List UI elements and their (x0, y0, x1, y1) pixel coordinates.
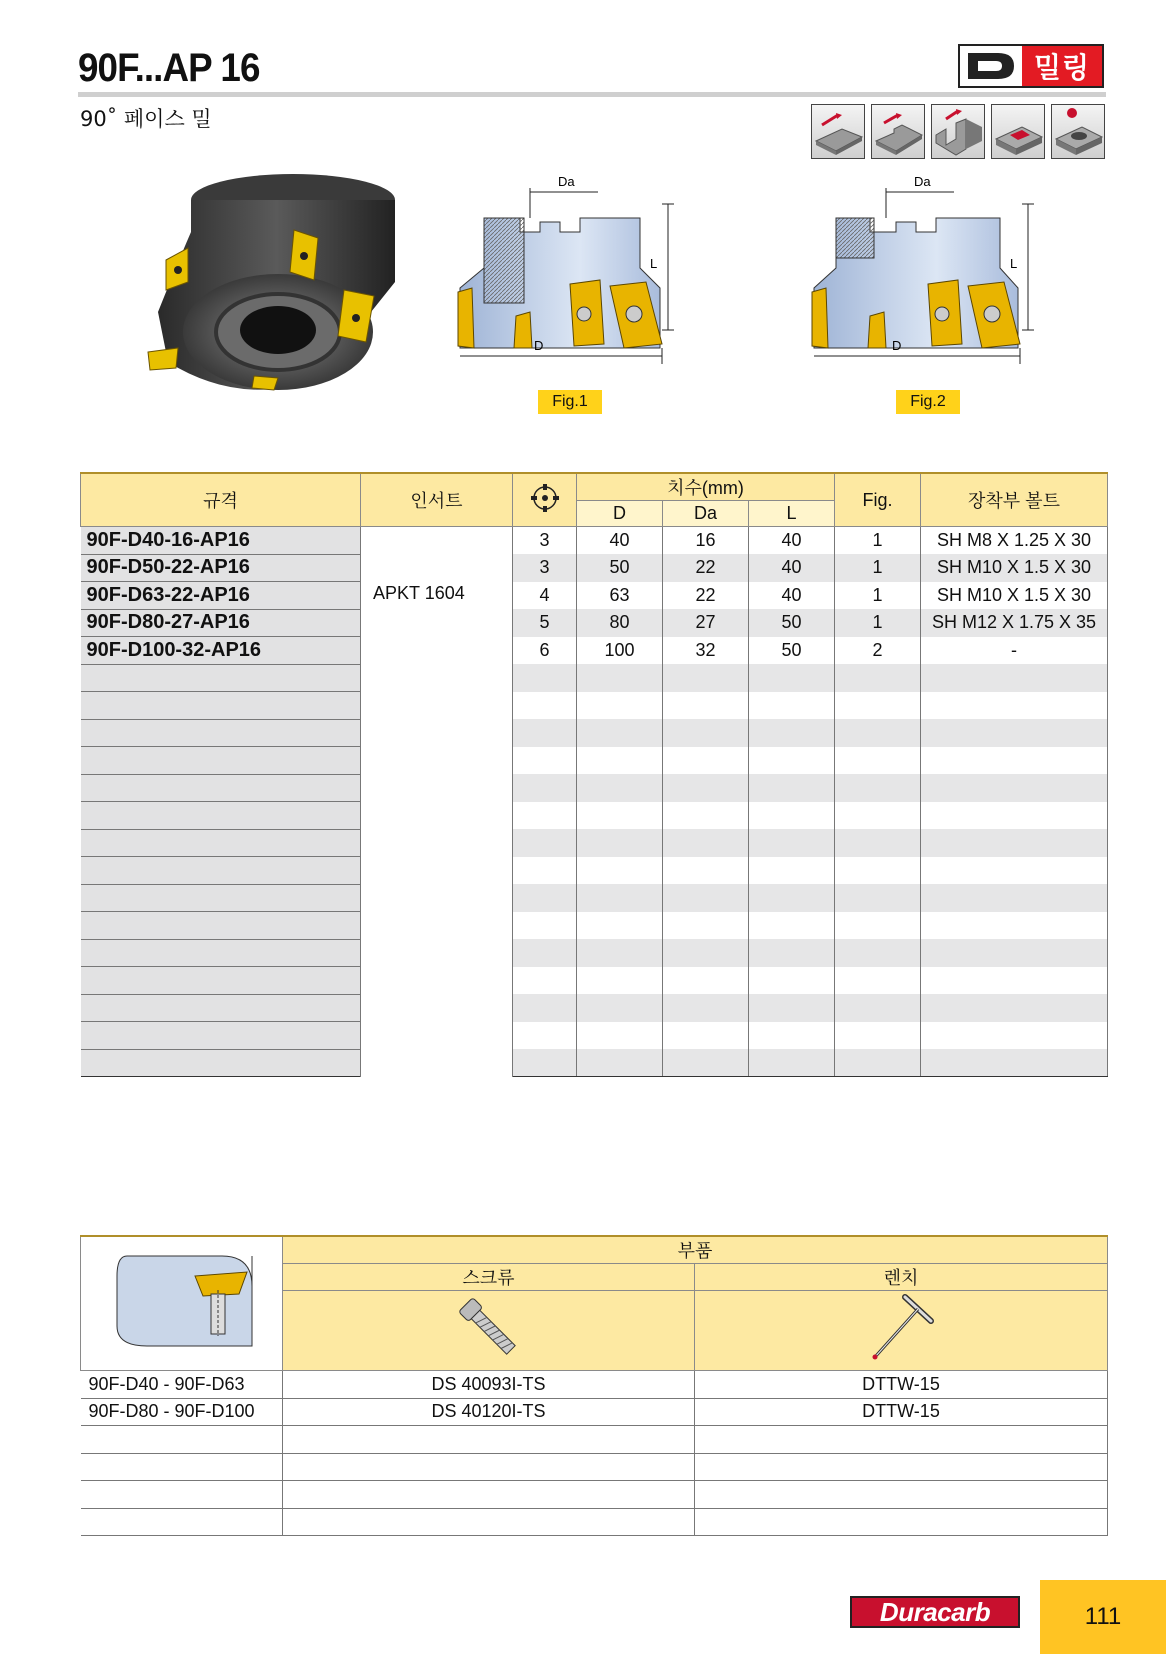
cell-da (663, 692, 749, 720)
parts-row (81, 1426, 1108, 1454)
cell-l: 50 (749, 609, 835, 637)
cell-fig: 1 (835, 554, 921, 582)
header-parts: 부품 (283, 1236, 1108, 1264)
slotting-icon (931, 104, 985, 159)
parts-screw: DS 40120I-TS (283, 1398, 695, 1426)
header-dimensions: 치수(mm) (577, 473, 835, 501)
cell-bolt: SH M10 X 1.5 X 30 (921, 554, 1108, 582)
cell-bolt (921, 747, 1108, 775)
face-milling-icon (811, 104, 865, 159)
duracarb-logo: Duracarb (850, 1596, 1020, 1628)
parts-screw (283, 1508, 695, 1536)
figure-2-label: Fig.2 (896, 390, 960, 414)
cell-da: 22 (663, 554, 749, 582)
table-row (81, 994, 1108, 1022)
spec-code (81, 719, 361, 747)
header-fig: Fig. (835, 473, 921, 527)
category-label: 밀링 (1022, 46, 1102, 86)
cell-z (513, 912, 577, 940)
figure-2-drawing (806, 168, 1066, 378)
operation-icons (811, 104, 1105, 159)
cell-da (663, 747, 749, 775)
header-da: Da (663, 501, 749, 527)
cell-z (513, 747, 577, 775)
parts-row (81, 1508, 1108, 1536)
cell-d (577, 1022, 663, 1050)
page-title: 90F...AP 16 (78, 46, 260, 90)
cell-bolt (921, 939, 1108, 967)
cell-da (663, 939, 749, 967)
cell-d: 40 (577, 527, 663, 555)
parts-range (81, 1426, 283, 1454)
table-row (81, 1022, 1108, 1050)
cell-fig (835, 664, 921, 692)
table-row (81, 747, 1108, 775)
cell-d (577, 719, 663, 747)
parts-row (81, 1453, 1108, 1481)
cell-l (749, 967, 835, 995)
cell-d (577, 802, 663, 830)
cell-bolt (921, 967, 1108, 995)
spec-code: 90F-D63-22-AP16 (81, 582, 361, 610)
cell-d (577, 692, 663, 720)
cell-z (513, 1022, 577, 1050)
header-insert: 인서트 (361, 473, 513, 527)
cell-l (749, 884, 835, 912)
cell-l (749, 692, 835, 720)
title-divider (78, 92, 1106, 97)
cell-z (513, 719, 577, 747)
insert-seat-diagram (81, 1236, 283, 1371)
cell-z (513, 774, 577, 802)
cell-l (749, 912, 835, 940)
spec-code (81, 884, 361, 912)
spec-code (81, 829, 361, 857)
cell-bolt (921, 719, 1108, 747)
cell-bolt: SH M8 X 1.25 X 30 (921, 527, 1108, 555)
header-d: D (577, 501, 663, 527)
page-number: 111 (1040, 1580, 1166, 1654)
fig1-l-label: L (650, 256, 658, 271)
cell-da (663, 1049, 749, 1077)
cell-z (513, 967, 577, 995)
spec-code: 90F-D80-27-AP16 (81, 609, 361, 637)
table-row (81, 774, 1108, 802)
table-row (81, 884, 1108, 912)
cell-fig (835, 857, 921, 885)
parts-wrench (695, 1453, 1108, 1481)
cell-l (749, 747, 835, 775)
parts-wrench: DTTW-15 (695, 1398, 1108, 1426)
table-row (81, 802, 1108, 830)
parts-screw (283, 1426, 695, 1454)
cell-bolt (921, 774, 1108, 802)
pocketing-icon (991, 104, 1045, 159)
cell-bolt (921, 1022, 1108, 1050)
cell-bolt (921, 802, 1108, 830)
table-row (81, 692, 1108, 720)
fig2-da-label: Da (914, 174, 931, 189)
cell-da (663, 884, 749, 912)
cell-z: 3 (513, 527, 577, 555)
header-wrench: 렌치 (695, 1264, 1108, 1291)
cell-fig: 2 (835, 637, 921, 665)
spec-code: 90F-D100-32-AP16 (81, 637, 361, 665)
parts-row (81, 1481, 1108, 1509)
fig1-d-label: D (534, 338, 544, 353)
spec-code: 90F-D50-22-AP16 (81, 554, 361, 582)
insert-code: APKT 1604 (361, 527, 513, 1077)
cell-d (577, 774, 663, 802)
parts-wrench (695, 1508, 1108, 1536)
cell-fig (835, 802, 921, 830)
cell-d (577, 994, 663, 1022)
cell-d (577, 857, 663, 885)
spec-code (81, 802, 361, 830)
cell-z (513, 664, 577, 692)
cell-d (577, 747, 663, 775)
cell-da (663, 1022, 749, 1050)
cell-l (749, 1049, 835, 1077)
cell-da (663, 857, 749, 885)
cell-l (749, 1022, 835, 1050)
cell-fig: 1 (835, 582, 921, 610)
spec-code (81, 774, 361, 802)
shoulder-milling-icon (871, 104, 925, 159)
spec-code (81, 967, 361, 995)
cell-fig (835, 967, 921, 995)
table-row (81, 857, 1108, 885)
cell-d (577, 829, 663, 857)
cell-bolt (921, 1049, 1108, 1077)
cell-d (577, 1049, 663, 1077)
cell-d (577, 664, 663, 692)
page-subtitle: 90˚ 페이스 밀 (80, 107, 212, 131)
cell-z: 4 (513, 582, 577, 610)
cell-d (577, 884, 663, 912)
spec-table (80, 472, 1108, 1077)
cell-l (749, 829, 835, 857)
parts-range: 90F-D40 - 90F-D63 (81, 1371, 283, 1399)
header-screw: 스크류 (283, 1264, 695, 1291)
table-row (81, 527, 1108, 555)
parts-range (81, 1481, 283, 1509)
cell-z (513, 829, 577, 857)
cell-bolt (921, 692, 1108, 720)
spec-code (81, 692, 361, 720)
category-badge (958, 44, 1104, 88)
cell-fig (835, 1049, 921, 1077)
cell-fig (835, 939, 921, 967)
cell-z (513, 692, 577, 720)
cell-da: 27 (663, 609, 749, 637)
table-row (81, 719, 1108, 747)
fig2-d-label: D (892, 338, 902, 353)
cell-l: 40 (749, 554, 835, 582)
cell-da (663, 719, 749, 747)
cell-l (749, 719, 835, 747)
cell-l: 40 (749, 527, 835, 555)
spec-code (81, 747, 361, 775)
cell-bolt (921, 829, 1108, 857)
cell-l: 50 (749, 637, 835, 665)
cell-fig (835, 1022, 921, 1050)
cell-z: 6 (513, 637, 577, 665)
spec-code (81, 994, 361, 1022)
cell-da (663, 912, 749, 940)
spec-code (81, 857, 361, 885)
header-spec: 규격 (81, 473, 361, 527)
cell-fig (835, 912, 921, 940)
cell-da (663, 967, 749, 995)
cell-bolt: SH M12 X 1.75 X 35 (921, 609, 1108, 637)
cell-da (663, 829, 749, 857)
teeth-count-icon (513, 473, 577, 527)
helical-interpolation-icon (1051, 104, 1105, 159)
spec-code (81, 1049, 361, 1077)
table-row (81, 609, 1108, 637)
header-l: L (749, 501, 835, 527)
face-mill-photo (138, 172, 398, 412)
t-wrench-icon (695, 1291, 1108, 1371)
table-row (81, 967, 1108, 995)
cell-da: 16 (663, 527, 749, 555)
cell-z (513, 1049, 577, 1077)
cell-bolt: SH M10 X 1.5 X 30 (921, 582, 1108, 610)
parts-row (81, 1371, 1108, 1399)
cell-l (749, 857, 835, 885)
cell-d (577, 967, 663, 995)
spec-code (81, 1022, 361, 1050)
table-row (81, 912, 1108, 940)
table-row (81, 829, 1108, 857)
cell-z (513, 802, 577, 830)
parts-wrench (695, 1426, 1108, 1454)
cell-l (749, 774, 835, 802)
cell-z (513, 857, 577, 885)
cell-z (513, 884, 577, 912)
spec-code: 90F-D40-16-AP16 (81, 527, 361, 555)
cell-z: 5 (513, 609, 577, 637)
cell-da (663, 774, 749, 802)
parts-screw (283, 1453, 695, 1481)
parts-wrench (695, 1481, 1108, 1509)
parts-table (80, 1235, 1108, 1536)
screw-icon (283, 1291, 695, 1371)
cell-da: 32 (663, 637, 749, 665)
parts-screw: DS 40093I-TS (283, 1371, 695, 1399)
header-bolt: 장착부 볼트 (921, 473, 1108, 527)
cell-l (749, 802, 835, 830)
spec-code (81, 939, 361, 967)
cell-d: 80 (577, 609, 663, 637)
cell-fig: 1 (835, 527, 921, 555)
table-row (81, 1049, 1108, 1077)
cell-bolt (921, 857, 1108, 885)
cell-d: 50 (577, 554, 663, 582)
cell-d (577, 939, 663, 967)
cell-fig (835, 747, 921, 775)
parts-range (81, 1453, 283, 1481)
cell-bolt (921, 994, 1108, 1022)
figure-1-label: Fig.1 (538, 390, 602, 414)
parts-screw (283, 1481, 695, 1509)
cell-da (663, 664, 749, 692)
table-row (81, 664, 1108, 692)
cell-d: 63 (577, 582, 663, 610)
cell-l (749, 664, 835, 692)
d-logo-icon (960, 46, 1022, 86)
cell-da: 22 (663, 582, 749, 610)
cell-fig (835, 692, 921, 720)
cell-z (513, 994, 577, 1022)
cell-fig (835, 994, 921, 1022)
cell-d (577, 912, 663, 940)
cell-fig (835, 774, 921, 802)
cell-l (749, 939, 835, 967)
cell-bolt: - (921, 637, 1108, 665)
cell-bolt (921, 912, 1108, 940)
cell-z (513, 939, 577, 967)
cell-z: 3 (513, 554, 577, 582)
table-row (81, 554, 1108, 582)
fig1-da-label: Da (558, 174, 575, 189)
table-row (81, 637, 1108, 665)
cell-da (663, 994, 749, 1022)
cell-da (663, 802, 749, 830)
parts-row (81, 1398, 1108, 1426)
cell-d: 100 (577, 637, 663, 665)
parts-wrench: DTTW-15 (695, 1371, 1108, 1399)
cell-bolt (921, 664, 1108, 692)
table-row (81, 939, 1108, 967)
table-row (81, 582, 1108, 610)
cell-bolt (921, 884, 1108, 912)
parts-range (81, 1508, 283, 1536)
cell-fig: 1 (835, 609, 921, 637)
spec-code (81, 912, 361, 940)
cell-l (749, 994, 835, 1022)
cell-fig (835, 884, 921, 912)
spec-code (81, 664, 361, 692)
parts-range: 90F-D80 - 90F-D100 (81, 1398, 283, 1426)
cell-l: 40 (749, 582, 835, 610)
fig2-l-label: L (1010, 256, 1018, 271)
cell-fig (835, 829, 921, 857)
figure-1-drawing (450, 168, 710, 378)
cell-fig (835, 719, 921, 747)
